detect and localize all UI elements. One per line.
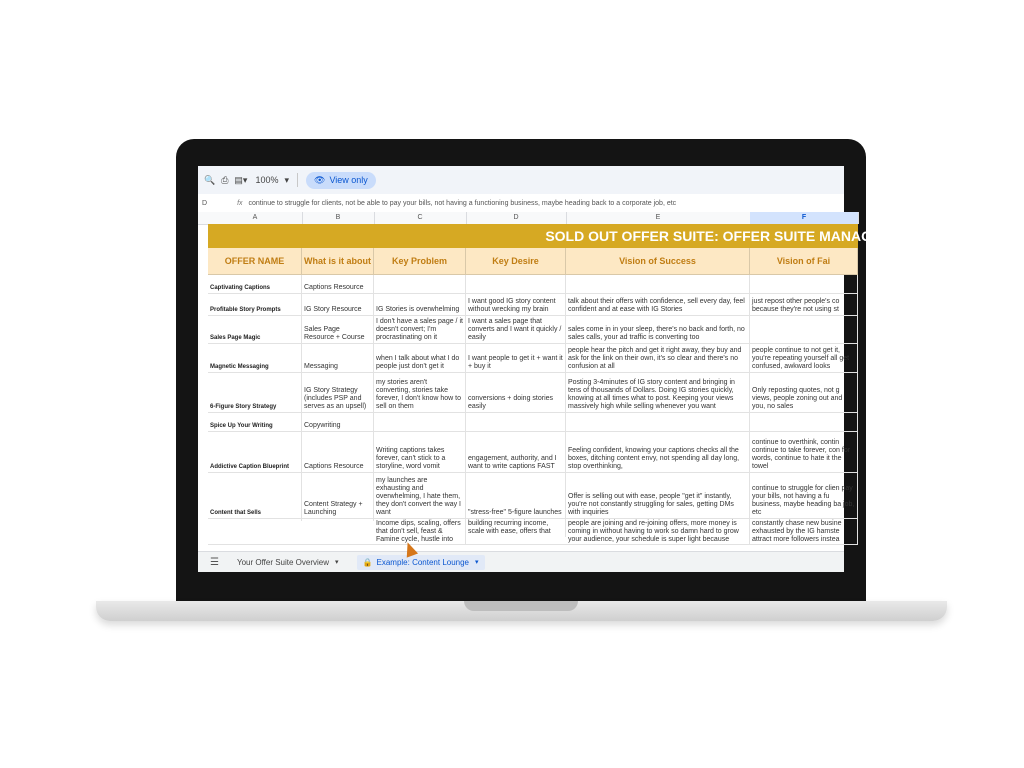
paint-format-icon[interactable]: ▤▾ — [234, 174, 248, 185]
table-cell[interactable]: 6-Figure Story Strategy — [208, 373, 302, 412]
table-cell[interactable]: talk about their offers with confidence, sell every day, feel confident and at ease with IG Stories — [566, 294, 750, 315]
table-cell[interactable] — [374, 413, 466, 431]
fx-icon: fx — [237, 199, 243, 207]
table-cell[interactable]: I want a sales page that converts and I want it quickly / easily — [466, 316, 566, 343]
lock-icon: 🔒 — [362, 557, 373, 567]
view-only-label: View only — [329, 175, 368, 185]
header-row — [208, 248, 858, 275]
table-cell[interactable]: Sales Page Magic — [208, 316, 302, 343]
tab-label: Your Offer Suite Overview — [236, 557, 330, 567]
table-cell[interactable]: I don't have a sales page / it doesn't convert; I'm procrastinating on it — [374, 316, 466, 343]
table-row — [208, 473, 858, 519]
table-cell[interactable]: Magnetic Messaging — [208, 344, 302, 372]
table-cell[interactable]: Writing captions takes forever, can't stick to a storyline, word vomit — [374, 432, 466, 472]
tab-example-content-lounge[interactable] — [357, 555, 485, 570]
table-cell[interactable]: Offer is selling out with ease, people "get it" instantly, you're not constantly struggling for sales, getting DMs with inquiries — [566, 473, 750, 518]
table-cell[interactable]: continue to struggle for clien pay your bills, not having a fu business, maybe heading ba job, etc — [750, 473, 858, 518]
tab-label: Example: Content Lounge — [376, 557, 470, 567]
table-cell[interactable]: I want good IG story content without wrecking my brain — [466, 294, 566, 315]
table-cell[interactable]: continue to overthink, contin continue to take forever, con for words, continue to hate it the towel — [750, 432, 858, 472]
column-header-a[interactable]: A — [208, 212, 303, 224]
chevron-down-icon: ▾ — [335, 559, 339, 566]
table-body — [208, 275, 858, 545]
table-cell[interactable]: I want people to get it + want it + buy it — [466, 344, 566, 372]
table-cell[interactable]: my stories aren't converting, stories take forever, I don't know how to sell on them — [374, 373, 466, 412]
table-cell[interactable]: Content that Sells — [208, 473, 302, 518]
table-cell[interactable]: Captions Resource — [302, 275, 374, 293]
table-cell[interactable]: "stress-free" 5-figure launches — [466, 473, 566, 518]
table-cell[interactable] — [374, 275, 466, 293]
all-sheets-menu-icon[interactable]: ☰ — [210, 556, 219, 568]
table-cell[interactable] — [750, 316, 858, 343]
table-cell[interactable]: IG Story Strategy (includes PSP and serves as an upsell) — [302, 373, 374, 412]
chevron-down-icon: ▾ — [475, 559, 479, 566]
table-cell[interactable]: Captions Resource — [302, 432, 374, 472]
laptop-notch — [464, 601, 578, 611]
table-cell[interactable] — [750, 413, 858, 431]
column-header-b[interactable]: B — [302, 212, 375, 224]
table-cell[interactable]: people hear the pitch and get it right away, they buy and ask for the link on their own, it's so clear and there's no confusion at all — [566, 344, 750, 372]
table-cell[interactable] — [750, 275, 858, 293]
table-cell[interactable] — [466, 413, 566, 431]
table-row — [208, 432, 858, 473]
table-cell[interactable]: people are joining and re-joining offers, more money is coming in without having to work so damn hard to grow your audience, your schedule is super light because — [566, 519, 750, 545]
laptop-bezel-bottom — [198, 571, 844, 601]
table-row — [208, 316, 858, 344]
view-only-button[interactable] — [306, 172, 376, 189]
column-header-f[interactable]: F — [750, 212, 859, 224]
column-header-e[interactable]: E — [566, 212, 751, 224]
table-cell[interactable]: sales come in in your sleep, there's no back and forth, no sales calls, your ad traffic is converting too — [566, 316, 750, 343]
table-row — [208, 294, 858, 316]
print-icon[interactable]: ⎙ — [221, 174, 229, 185]
sheet-title: SOLD OUT OFFER SUITE: OFFER SUITE MANAG — [545, 228, 872, 244]
cell-reference[interactable]: D — [202, 199, 208, 207]
header-vision-of-failure[interactable]: Vision of Fai — [750, 248, 858, 275]
sheet-title-banner[interactable] — [208, 224, 872, 248]
table-cell[interactable]: engagement, authority, and I want to write captions FAST — [466, 432, 566, 472]
sheet-tabs-bar — [198, 551, 844, 572]
table-cell[interactable]: Posting 3-4minutes of IG story content and bringing in tens of thousands of Dollars. Doing IG stories quickly, knowing at all times what to post. Keeping your views massively high while selling whenever you want — [566, 373, 750, 412]
table-cell[interactable]: Profitable Story Prompts — [208, 294, 302, 315]
table-row — [208, 413, 858, 432]
table-row — [208, 344, 858, 373]
tab-your-offer-suite-overview[interactable] — [237, 558, 339, 567]
header-key-problem[interactable]: Key Problem — [374, 248, 466, 275]
header-vision-of-success[interactable]: Vision of Success — [566, 248, 750, 275]
table-cell[interactable]: Only reposting quotes, not g views, people zoning out and you, no sales — [750, 373, 858, 412]
header-offer-name[interactable]: OFFER NAME — [208, 248, 302, 275]
table-cell[interactable]: constantly chase new busine exhausted by the IG hamste attract more followers instea — [750, 519, 858, 545]
spreadsheet-screen — [198, 166, 872, 571]
table-cell[interactable]: just repost other people's co because they're not using st — [750, 294, 858, 315]
table-cell[interactable]: IG Story Resource — [302, 294, 374, 315]
table-cell[interactable]: Content Strategy + Launching — [302, 473, 374, 518]
header-key-desire[interactable]: Key Desire — [466, 248, 566, 275]
eye-icon: 👁 — [314, 174, 326, 185]
table-cell[interactable] — [208, 519, 302, 521]
table-cell[interactable]: Captivating Captions — [208, 275, 302, 293]
table-cell[interactable] — [566, 275, 750, 293]
table-cell[interactable]: when I talk about what I do people just don't get it — [374, 344, 466, 372]
chevron-down-icon[interactable]: ▾ — [284, 174, 290, 185]
table-cell[interactable]: Feeling confident, knowing your captions checks all the boxes, ditching content envy, not spending all day long, stop overthinking, — [566, 432, 750, 472]
formula-bar[interactable] — [198, 194, 844, 213]
zoom-select[interactable]: 100% — [255, 175, 279, 185]
table-cell[interactable]: Income dips, scaling, offers that don't sell, feast & Famine cycle, hustle into — [374, 519, 466, 545]
toolbar-divider — [297, 173, 298, 187]
table-cell[interactable] — [566, 413, 750, 431]
table-cell[interactable]: people continue to not get it, you're repeating yourself all get confused, awkward looks — [750, 344, 858, 372]
formula-text[interactable]: continue to struggle for clients, not be able to pay your bills, not having a functioning business, maybe heading back to a corporate job, etc — [248, 199, 677, 207]
column-header-d[interactable]: D — [466, 212, 567, 224]
table-cell[interactable]: conversions + doing stories easily — [466, 373, 566, 412]
column-header-c[interactable]: C — [374, 212, 467, 224]
table-row — [208, 373, 858, 413]
toolbar — [198, 166, 844, 194]
header-what-is-it-about[interactable]: What is it about — [302, 248, 374, 275]
table-row — [208, 519, 858, 545]
table-cell[interactable]: Spice Up Your Writing — [208, 413, 302, 431]
table-cell[interactable]: my launches are exhausting and overwhelming, I hate them, they don't convert the way I want — [374, 473, 466, 518]
table-row — [208, 275, 858, 294]
table-cell[interactable]: Addictive Caption Blueprint — [208, 432, 302, 472]
table-cell[interactable] — [302, 519, 374, 521]
table-cell[interactable]: Messaging — [302, 344, 374, 372]
table-cell[interactable] — [466, 275, 566, 293]
table-cell[interactable]: IG Stories is overwhelming — [374, 294, 466, 315]
search-icon[interactable]: 🔍 — [204, 174, 216, 185]
table-cell[interactable]: building recurring income, scale with ease, offers that — [466, 519, 566, 537]
table-cell[interactable]: Sales Page Resource + Course — [302, 316, 374, 343]
table-cell[interactable]: Copywriting — [302, 413, 374, 431]
